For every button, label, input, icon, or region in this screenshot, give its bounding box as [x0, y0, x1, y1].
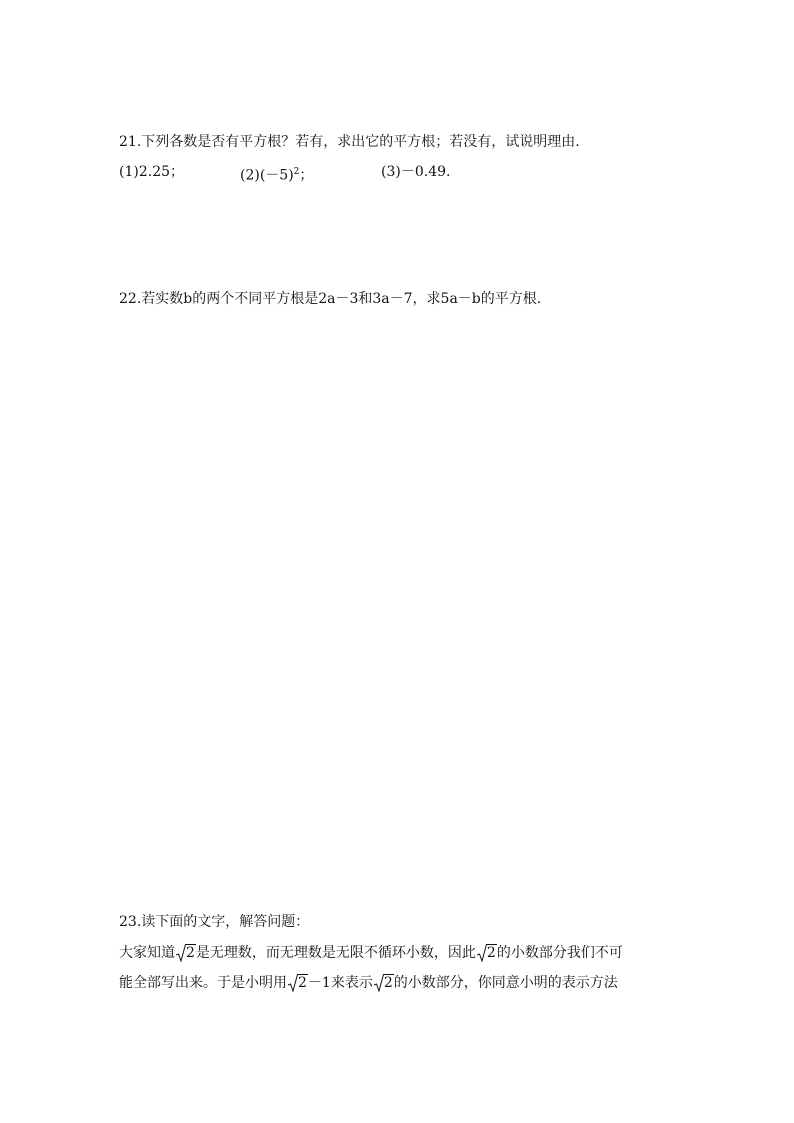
part-2-exponent: 2 [293, 167, 300, 177]
radical-sign-icon [477, 944, 487, 962]
radical-sign-icon [288, 974, 298, 992]
radical-sign-icon [374, 974, 384, 992]
question-21-part-3: (3)－0.49. [381, 164, 451, 180]
question-21-part-1: (1)2.25； [119, 164, 185, 180]
text-segment: 大家知道 [119, 945, 175, 961]
part-2-end: ； [299, 167, 314, 184]
text-segment: 的小数部分，你同意小明的表示方法 [393, 975, 618, 991]
question-21-part-2 [240, 162, 313, 186]
radicand: 2 [383, 975, 393, 991]
radical-sign-icon [176, 944, 186, 962]
text-segment: 能全部写出来。于是小明用 [119, 975, 287, 991]
text-segment: －1来表示 [307, 975, 373, 991]
question-22-title: 22.若实数b的两个不同平方根是2a－3和3a－7，求5a－b的平方根. [119, 291, 542, 307]
question-23-paragraph-line-1 [119, 943, 623, 963]
radicand: 2 [298, 975, 307, 991]
question-21-title: 21.下列各数是否有平方根？若有，求出它的平方根；若没有，试说明理由. [119, 134, 580, 150]
text-segment: 是无理数，而无理数是无限不循环小数，因此 [195, 945, 476, 961]
sqrt-2-expression [477, 943, 497, 963]
text-segment: 的小数部分我们不可 [496, 945, 623, 961]
question-21-parts [119, 162, 519, 182]
sqrt-2-expression [288, 973, 308, 993]
part-2-base: (2)(－5) [240, 167, 294, 184]
radicand: 2 [186, 945, 195, 961]
sqrt-2-expression [374, 973, 394, 993]
sqrt-2-expression [176, 943, 196, 963]
question-23-title: 23.读下面的文字，解答问题： [119, 914, 310, 930]
radicand: 2 [486, 945, 496, 961]
question-23-paragraph-line-2 [119, 973, 618, 993]
